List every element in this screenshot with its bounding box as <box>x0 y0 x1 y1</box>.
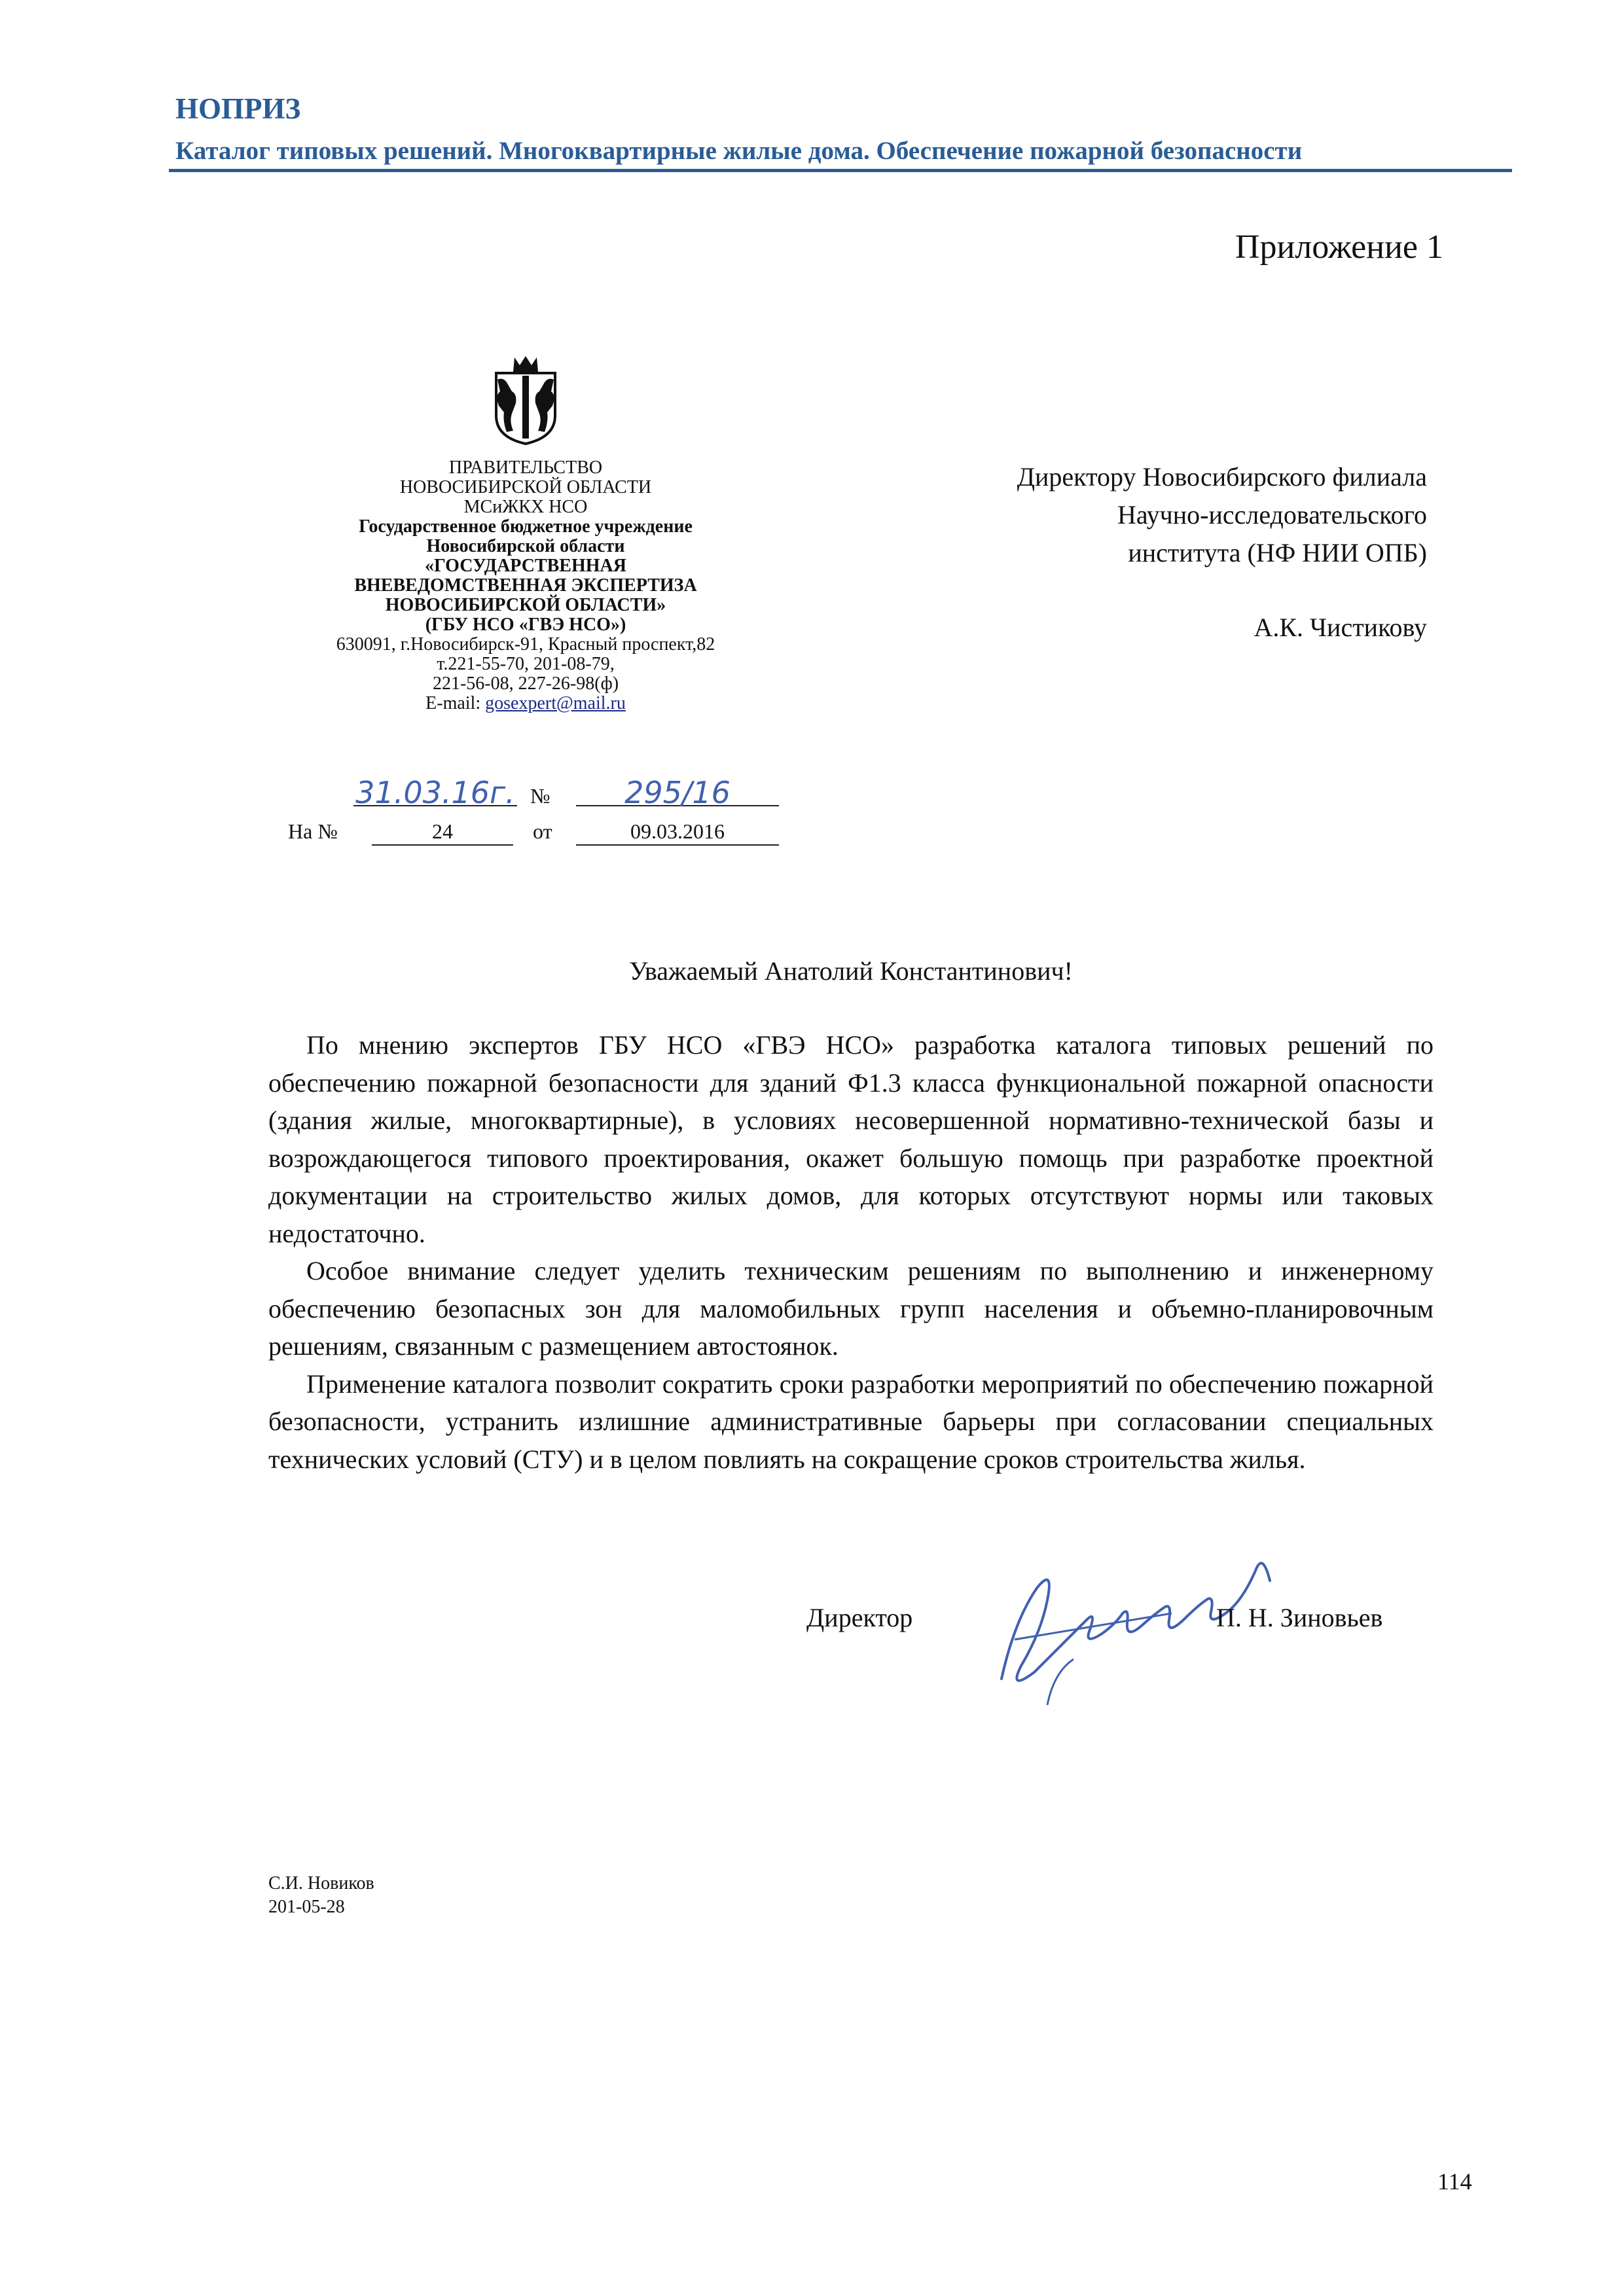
header-org: НОПРИЗ <box>175 92 301 125</box>
outgoing-date: 31.03.16г. <box>353 780 517 806</box>
letterhead-line: ПРАВИТЕЛЬСТВО <box>448 457 603 478</box>
body-paragraph: По мнению экспертов ГБУ НСО «ГВЭ НСО» разработка каталога типовых решений по обеспечению пожарной безопасности для зданий Ф1.3 класса функциональной пожарной опасности (здания жилые, многоквартирные), в условиях несовершенной нормативно-технической базы и возрождающегося типового проектирования, окажет большую помощь при разработке проектной документации на строительство жилых домов, для которых отсутствуют нормы или таковых недостаточно. <box>268 1030 1434 1248</box>
number-label: № <box>530 784 550 808</box>
ref-label: На № <box>288 819 338 843</box>
body-paragraph: Применение каталога позволит сократить сроки разработки мероприятий по обеспечению пожарной безопасности, устранить излишние административные барьеры при согласовании специальных технических условий (СТУ) и в целом повлиять на сокращение сроков строительства жилья. <box>268 1369 1434 1474</box>
header-title: Каталог типовых решений. Многоквартирные жилые дома. Обеспечение пожарной безопасности <box>175 137 1303 165</box>
from-label: от <box>533 819 552 843</box>
signatory-role: Директор <box>806 1603 913 1632</box>
body-paragraph: Особое внимание следует уделить техническим решениям по выполнению и инженерному обеспечению безопасных зон для маломобильных групп населения и объемно-планировочным решениям, связанным с размещением автостоянок. <box>268 1256 1434 1361</box>
letterhead-bold-line: (ГБУ НСО «ГВЭ НСО») <box>425 615 626 635</box>
email-link[interactable]: gosexpert@mail.ru <box>485 693 626 713</box>
addressee-name: А.К. Чистикову <box>1254 613 1427 642</box>
page-number: 114 <box>1437 2168 1472 2195</box>
ref-date: 09.03.2016 <box>576 819 779 846</box>
executor-name: С.И. Новиков <box>268 1873 374 1893</box>
addressee <box>851 458 1427 572</box>
header-divider <box>169 169 1512 172</box>
letterhead <box>267 458 784 713</box>
email-label: E-mail: <box>425 693 481 713</box>
executor <box>268 1872 374 1919</box>
executor-phone: 201-05-28 <box>268 1897 345 1917</box>
letter-body <box>268 1026 1434 1478</box>
letterhead-address: 630091, г.Новосибирск-91, Красный проспект,82 <box>336 634 715 655</box>
letterhead-phone: 221-56-08, 227-26-98(ф) <box>432 673 619 694</box>
addressee-line: Директору Новосибирского филиала <box>1017 462 1427 492</box>
letterhead-phone: т.221-55-70, 201-08-79, <box>437 654 615 674</box>
appendix-label: Приложение 1 <box>1235 228 1443 266</box>
novosibirsk-coat-of-arms-icon <box>483 353 568 445</box>
addressee-line: Научно-исследовательского <box>1117 500 1427 529</box>
outgoing-number: 295/16 <box>576 780 779 806</box>
letterhead-email-row <box>267 694 784 713</box>
letterhead-bold-line: «ГОСУДАРСТВЕННАЯ <box>425 556 626 576</box>
letterhead-bold-line: Новосибирской области <box>426 536 625 556</box>
letterhead-bold-line: ВНЕВЕДОМСТВЕННАЯ ЭКСПЕРТИЗА <box>354 575 697 596</box>
letterhead-line: НОВОСИБИРСКОЙ ОБЛАСТИ <box>399 477 652 497</box>
signatory-name: П. Н. Зиновьев <box>1216 1603 1383 1632</box>
letterhead-line: МСиЖКХ НСО <box>463 497 588 517</box>
letterhead-bold-line: НОВОСИБИРСКОЙ ОБЛАСТИ» <box>385 595 666 615</box>
greeting: Уважаемый Анатолий Константинович! <box>629 956 1073 986</box>
letterhead-bold-line: Государственное бюджетное учреждение <box>359 516 693 537</box>
addressee-line: института (НФ НИИ ОПБ) <box>1128 538 1427 567</box>
ref-number: 24 <box>372 819 513 846</box>
